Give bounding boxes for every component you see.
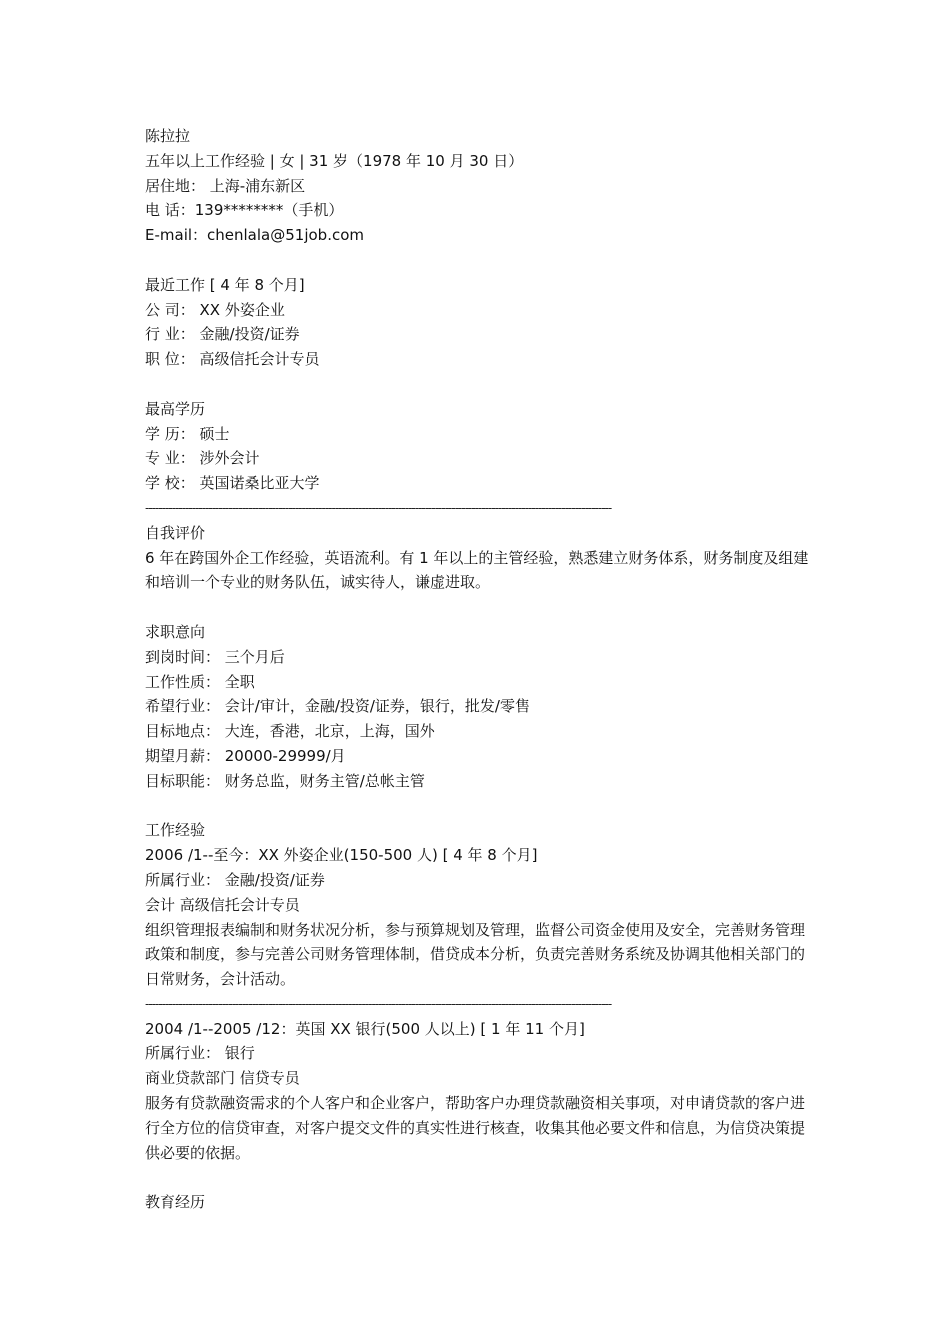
- education-section-title: 教育经历: [145, 1193, 206, 1212]
- section-divider: --------------------------------------------------------------------------------------------------------------------------------------------: [145, 500, 612, 515]
- top-education-degree: 学 历： 硕士: [145, 424, 230, 443]
- job-intention-arrival: 到岗时间： 三个月后: [145, 647, 285, 666]
- section-divider: --------------------------------------------------------------------------------------------------------------------------------------------: [145, 996, 612, 1011]
- spacer: [145, 1165, 810, 1190]
- job-1-industry: 所属行业： 金融/投资/证券: [145, 870, 325, 889]
- candidate-summary: 五年以上工作经验 | 女 | 31 岁（1978 年 10 月 30 日）: [145, 151, 524, 170]
- email: E-mail：chenlala@51job.com: [145, 226, 364, 245]
- candidate-name: 陈拉拉: [145, 127, 191, 145]
- recent-work-company: 公 司： XX 外姿企业: [145, 300, 285, 319]
- job-intention-industries: 希望行业： 会计/审计，金融/投资/证券，银行，批发/零售: [145, 697, 530, 716]
- recent-work-position: 职 位： 高级信托会计专员: [145, 350, 320, 369]
- recent-work-industry: 行 业： 金融/投资/证券: [145, 325, 300, 344]
- job-intention-locations: 目标地点： 大连，香港，北京，上海，国外: [145, 722, 435, 741]
- top-education-title: 最高学历: [145, 399, 206, 418]
- phone: 电 话：139********（手机）: [145, 201, 344, 220]
- self-evaluation-text: 6 年在跨国外企工作经验，英语流利。有 1 年以上的主管经验，熟悉建立财务体系，财务制度及组建和培训一个专业的财务队伍，诚实待人，谦虚进取。: [145, 548, 809, 592]
- job-intention-salary: 期望月薪： 20000-29999/月: [145, 746, 346, 765]
- job-2-industry: 所属行业： 银行: [145, 1044, 255, 1063]
- resume-body: [145, 124, 810, 1215]
- spacer: [145, 794, 810, 819]
- job-2-role: 商业贷款部门 信贷专员: [145, 1069, 300, 1088]
- recent-work-title: 最近工作 [ 4 年 8 个月]: [145, 275, 305, 294]
- spacer: [145, 595, 810, 620]
- residence: 居住地： 上海-浦东新区: [145, 176, 306, 195]
- job-1-period: 2006 /1--至今：XX 外姿企业(150-500 人) [ 4 年 8 个月]: [145, 846, 538, 865]
- job-intention-functions: 目标职能： 财务总监，财务主管/总帐主管: [145, 771, 425, 790]
- job-1-role: 会计 高级信托会计专员: [145, 895, 300, 914]
- job-2-period: 2004 /1--2005 /12：英国 XX 银行(500 人以上) [ 1 年 11 个月]: [145, 1019, 585, 1038]
- job-1-description: 组织管理报表编制和财务状况分析，参与预算规划及管理，监督公司资金使用及安全，完善财务管理政策和制度，参与完善公司财务管理体制，借贷成本分析，负责完善财务系统及协调其他相关部门的日常财务，会计活动。: [145, 920, 806, 989]
- spacer: [145, 248, 810, 273]
- job-intention-nature: 工作性质： 全职: [145, 672, 255, 691]
- spacer: [145, 372, 810, 397]
- top-education-school: 学 校： 英国诺桑比亚大学: [145, 474, 320, 493]
- top-education-major: 专 业： 涉外会计: [145, 449, 260, 468]
- job-2-description: 服务有贷款融资需求的个人客户和企业客户，帮助客户办理贷款融资相关事项，对申请贷款的客户进行全方位的信贷审查，对客户提交文件的真实性进行核查，收集其他必要文件和信息，为信贷决策提供必要的依据。: [145, 1094, 806, 1162]
- work-experience-title: 工作经验: [145, 821, 206, 840]
- self-evaluation-title: 自我评价: [145, 523, 206, 542]
- job-intention-title: 求职意向: [145, 622, 206, 641]
